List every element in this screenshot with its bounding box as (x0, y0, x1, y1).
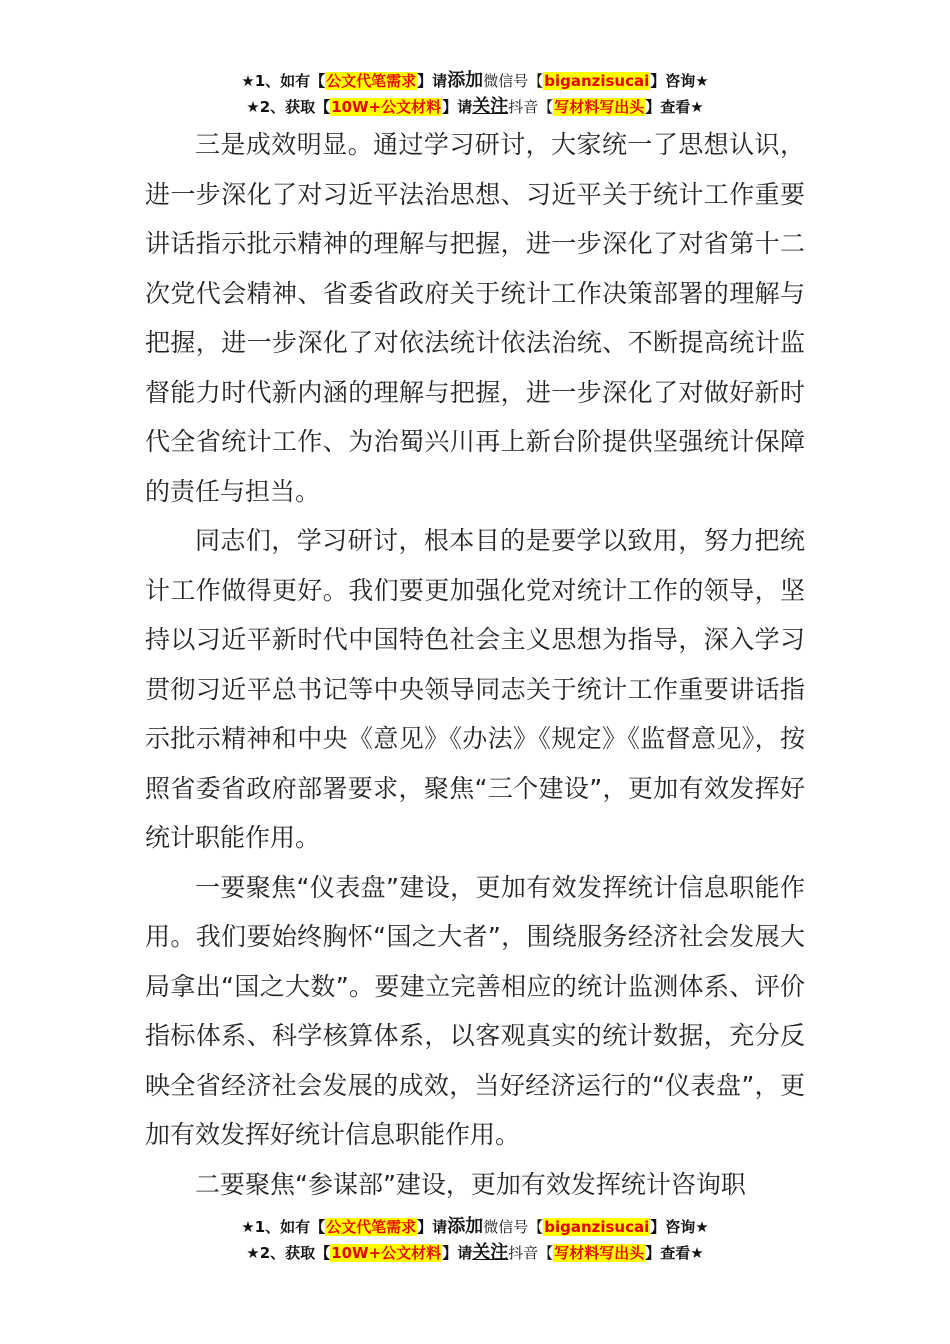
banner-highlight: 公文代笔需求 (326, 72, 417, 90)
banner-highlight: 10W+公文材料 (331, 98, 442, 116)
paragraph-4: 二要聚焦“参谋部”建设，更加有效发挥统计咨询职 (195, 1169, 746, 1199)
banner-text: 】请 (442, 1244, 473, 1262)
header-banner (0, 68, 950, 120)
banner-douyin-id: 写材料写出头 (554, 98, 645, 116)
banner-line-2 (0, 1240, 950, 1266)
footer-banner (0, 1214, 950, 1266)
banner-text: ★1、如有【 (241, 72, 326, 90)
banner-text: 】查看★ (645, 1244, 704, 1262)
banner-text: 】咨询★ (650, 1218, 709, 1236)
banner-highlight: 公文代笔需求 (326, 1218, 417, 1236)
banner-text: 】请 (417, 1218, 448, 1236)
banner-text: 】咨询★ (650, 72, 709, 90)
paragraph-3: 一要聚焦“仪表盘”建设，更加有效发挥统计信息职能作用。我们要始终胸怀“国之大者”，围绕服务经济社会发展大局拿出“国之大数”。要建立完善相应的统计监测体系、评价指标体系、科学核算体系，以客观真实的统计数据，充分反映全省经济社会发展的成效，当好经济运行的“仪表盘”，更加有效发挥好统计信息职能作用。 (145, 872, 805, 1149)
banner-text: 】请 (417, 72, 448, 90)
banner-text: 微信号【 (483, 1218, 544, 1236)
banner-text: 】请 (442, 98, 473, 116)
banner-line-1 (0, 68, 950, 94)
banner-text: 抖音【 (508, 98, 554, 116)
document-body (145, 120, 805, 1209)
banner-text: 抖音【 (508, 1244, 554, 1262)
banner-emphasis: 关注 (472, 96, 509, 117)
banner-text: ★2、获取【 (246, 98, 331, 116)
banner-line-2 (0, 94, 950, 120)
banner-douyin-id: 写材料写出头 (554, 1244, 645, 1262)
banner-wechat-id: biganzisucai (544, 72, 650, 90)
paragraph-1: 三是成效明显。通过学习研讨，大家统一了思想认识，进一步深化了对习近平法治思想、习近平关于统计工作重要讲话指示批示精神的理解与把握，进一步深化了对省第十二次党代会精神、省委省政府关于统计工作决策部署的理解与把握，进一步深化了对依法统计依法治统、不断提高统计监督能力时代新内涵的理解与把握，进一步深化了对做好新时代全省统计工作、为治蜀兴川再上新台阶提供坚强统计保障的责任与担当。 (145, 130, 805, 506)
banner-text: ★1、如有【 (241, 1218, 326, 1236)
banner-emphasis: 添加 (447, 70, 484, 91)
banner-wechat-id: biganzisucai (544, 1218, 650, 1236)
banner-emphasis: 关注 (472, 1242, 509, 1263)
paragraph-2: 同志们，学习研讨，根本目的是要学以致用，努力把统计工作做得更好。我们要更加强化党对统计工作的领导，坚持以习近平新时代中国特色社会主义思想为指导，深入学习贯彻习近平总书记等中央领导同志关于统计工作重要讲话指示批示精神和中央《意见》《办法》《规定》《监督意见》，按照省委省政府部署要求，聚焦“三个建设”，更加有效发挥好统计职能作用。 (145, 526, 805, 852)
banner-text: 微信号【 (483, 72, 544, 90)
banner-text: 】查看★ (645, 98, 704, 116)
banner-text: ★2、获取【 (246, 1244, 331, 1262)
banner-line-1 (0, 1214, 950, 1240)
banner-highlight: 10W+公文材料 (331, 1244, 442, 1262)
banner-emphasis: 添加 (447, 1216, 484, 1237)
